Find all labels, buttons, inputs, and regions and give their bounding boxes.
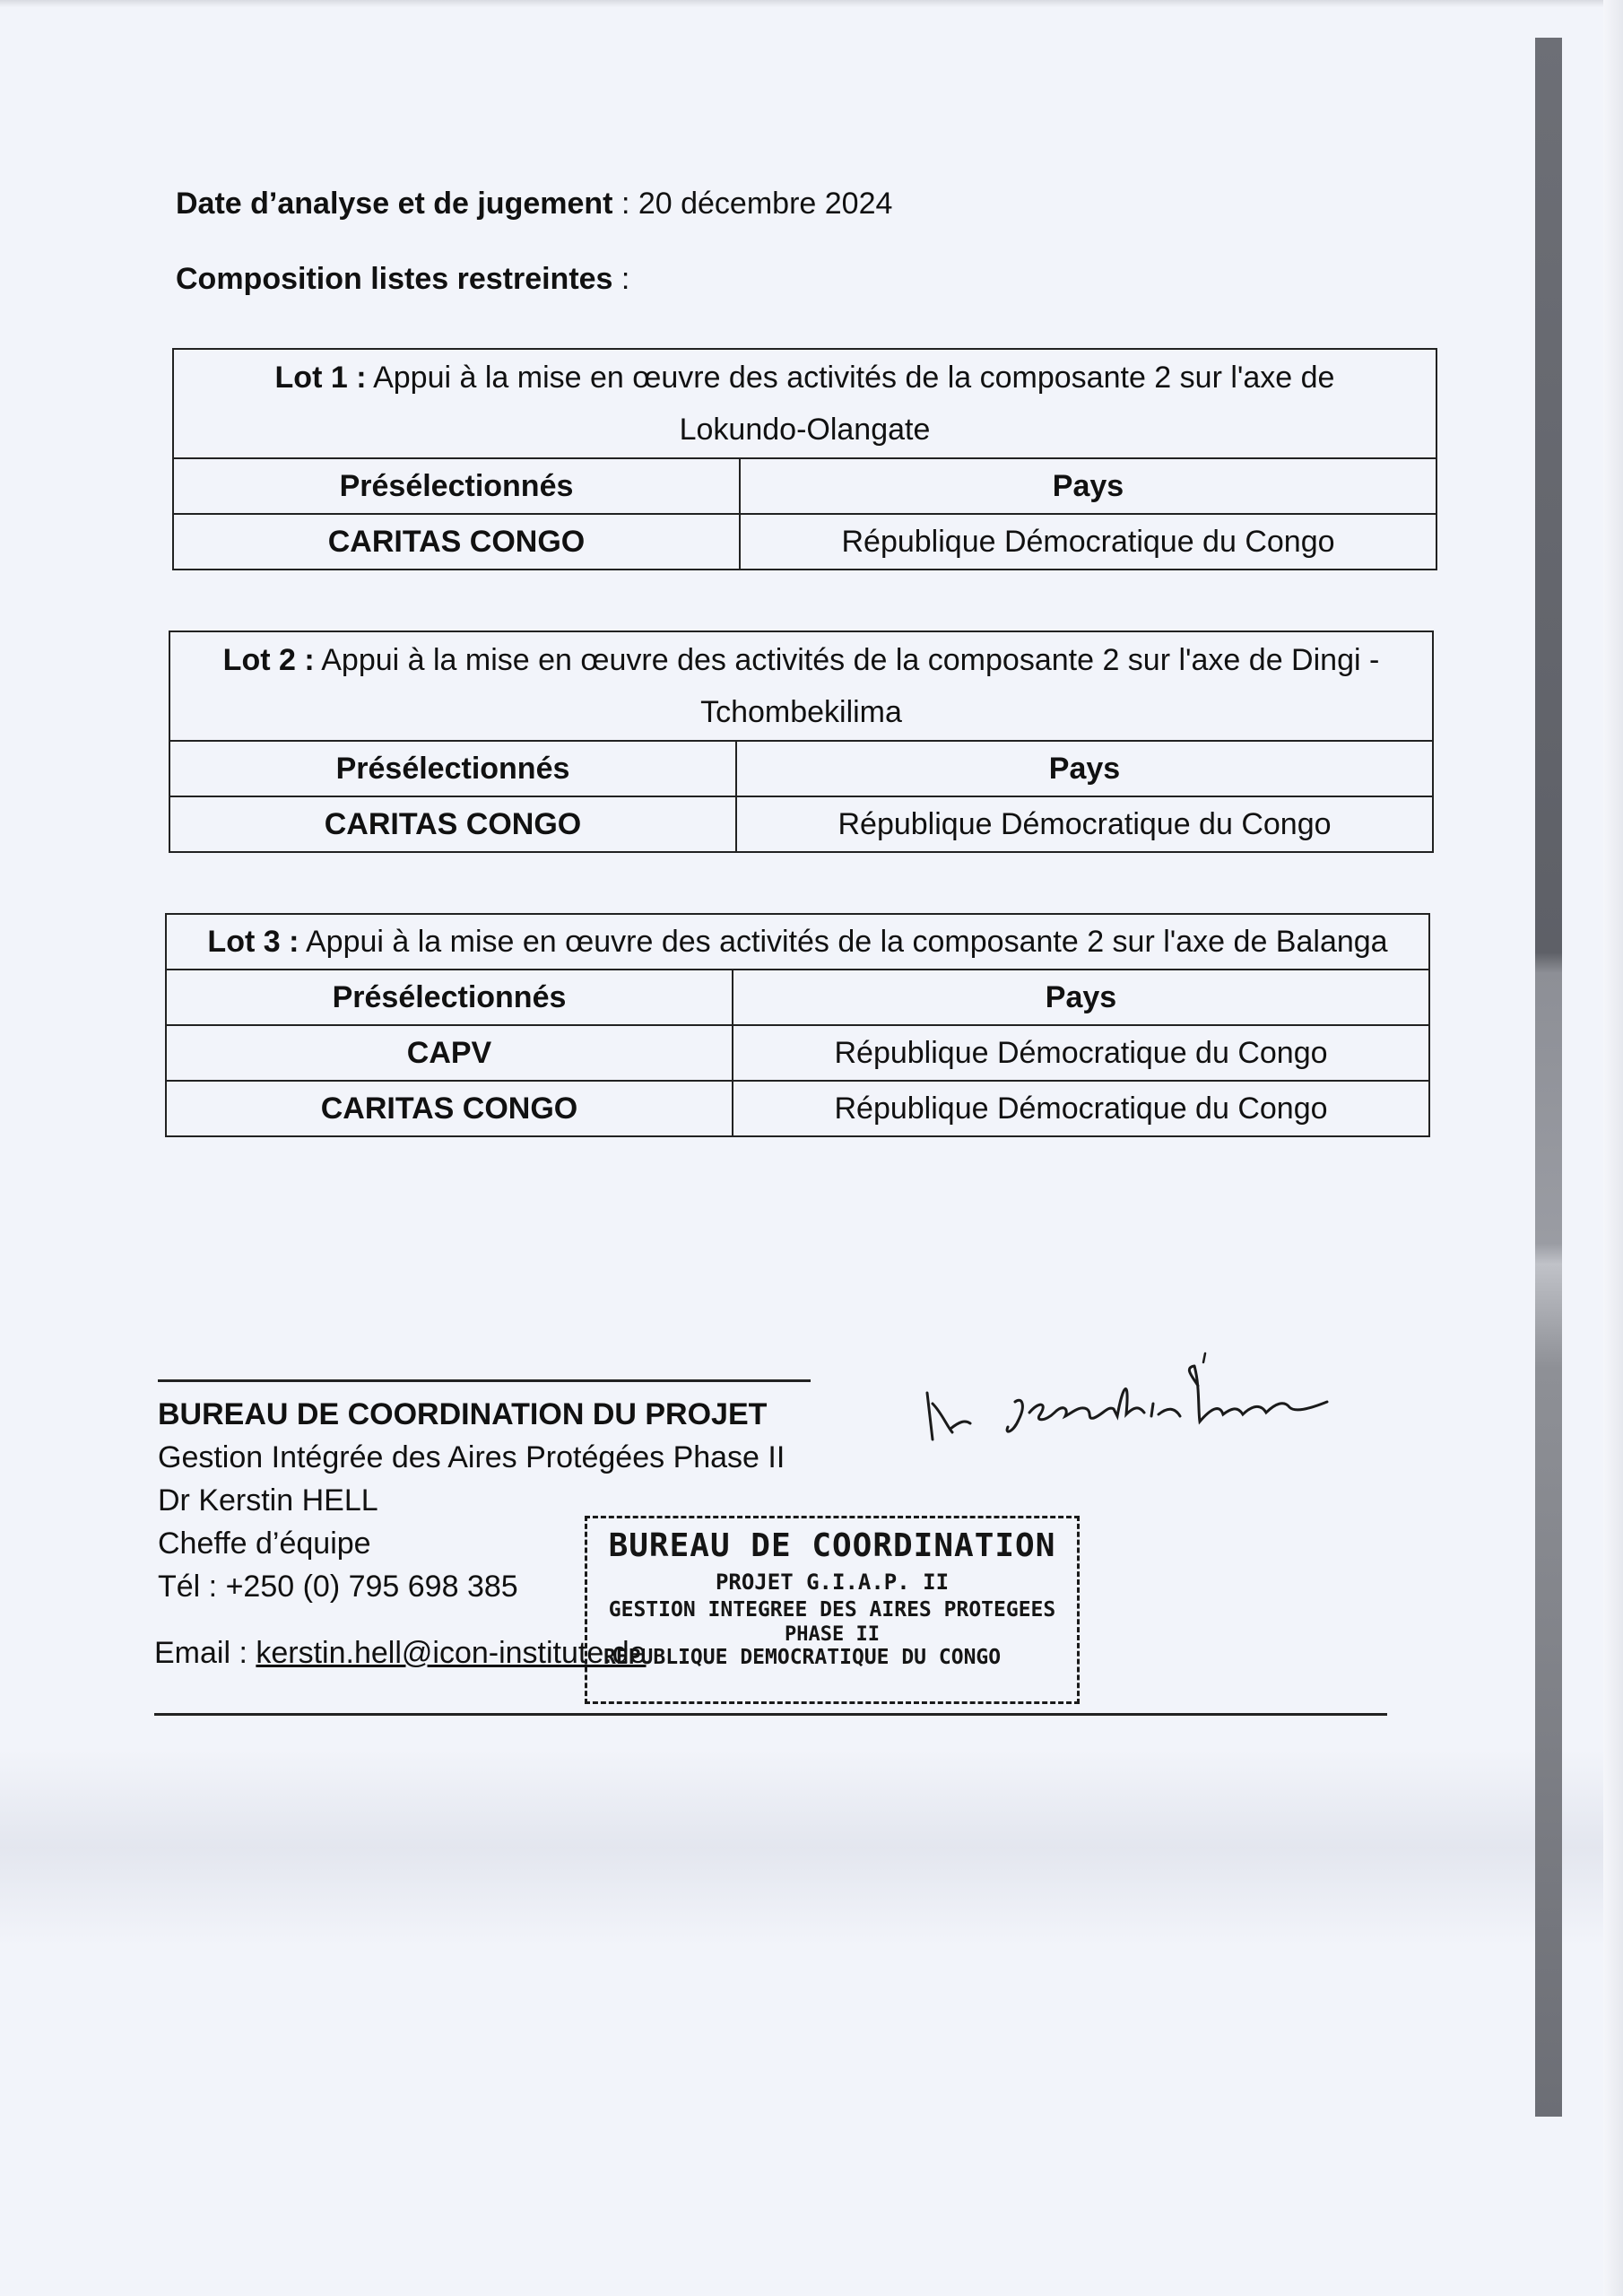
- scan-right-edge: [1603, 0, 1623, 2296]
- stamp-line-1: BUREAU DE COORDINATION: [608, 1527, 1056, 1564]
- lot-3-row-1-org: CAPV: [166, 1025, 733, 1081]
- lot-3-table: [165, 913, 1430, 1137]
- lot-2-row-1-org: CARITAS CONGO: [169, 796, 736, 852]
- stamp-line-5: REPUBLIQUE DEMOCRATIQUE DU CONGO: [603, 1646, 1002, 1669]
- lot-1-col-org: Présélectionnés: [173, 458, 740, 514]
- lot-2-col-country: Pays: [736, 741, 1433, 796]
- analysis-date-line: [176, 187, 892, 222]
- lot-3-row-1-country: République Démocratique du Congo: [733, 1025, 1429, 1081]
- signatory-name: Dr Kerstin HELL: [158, 1483, 378, 1518]
- lot-2-table: [169, 631, 1434, 853]
- table-row: [166, 1081, 1429, 1136]
- table-row: [169, 796, 1433, 852]
- lot-1-description-cont: Lokundo-Olangate: [679, 413, 931, 447]
- lot-2-title: [169, 631, 1433, 741]
- table-row: [166, 1025, 1429, 1081]
- stamp-line-4: PHASE II: [785, 1623, 880, 1646]
- lot-3-title: [166, 914, 1429, 970]
- composition-line: [176, 262, 629, 297]
- scan-shade: [0, 1749, 1623, 1946]
- signatory-role: Cheffe d’équipe: [158, 1526, 371, 1561]
- lot-3-label: Lot 3 :: [207, 924, 299, 959]
- email-line: [154, 1636, 647, 1671]
- signatory-phone: Tél : +250 (0) 795 698 385: [158, 1570, 518, 1604]
- scan-top-edge: [0, 0, 1623, 7]
- handwritten-signature: [915, 1350, 1345, 1448]
- official-stamp: [585, 1516, 1080, 1704]
- lot-2-description-cont: Tchombekilima: [700, 695, 902, 729]
- lot-3-description: Appui à la mise en œuvre des activités de la composante 2 sur l'axe de Balanga: [299, 924, 1388, 959]
- lot-1-description: Appui à la mise en œuvre des activités de la composante 2 sur l'axe de: [366, 361, 1335, 395]
- scan-side-bar: [1535, 38, 1562, 2117]
- office-name: BUREAU DE COORDINATION DU PROJET: [158, 1397, 768, 1431]
- lot-2-description: Appui à la mise en œuvre des activités de la composante 2 sur l'axe de Dingi -: [314, 643, 1380, 677]
- stamp-line-2: PROJET G.I.A.P. II: [715, 1570, 950, 1595]
- table-row: [173, 514, 1436, 570]
- bottom-rule: [154, 1713, 1387, 1716]
- lot-1-row-1-country: République Démocratique du Congo: [740, 514, 1436, 570]
- lot-3-row-2-country: République Démocratique du Congo: [733, 1081, 1429, 1136]
- project-name: Gestion Intégrée des Aires Protégées Phase II: [158, 1440, 785, 1474]
- lot-1-row-1-org: CARITAS CONGO: [173, 514, 740, 570]
- composition-separator: :: [612, 262, 630, 296]
- analysis-date-separator: :: [612, 187, 638, 221]
- lot-3-row-2-org: CARITAS CONGO: [166, 1081, 733, 1136]
- composition-label: Composition listes restreintes: [176, 262, 613, 296]
- signature-block-rule: [158, 1379, 811, 1393]
- lot-1-table: [172, 348, 1437, 570]
- lot-2-col-org: Présélectionnés: [169, 741, 736, 796]
- lot-2-label: Lot 2 :: [222, 643, 315, 677]
- lot-3-col-country: Pays: [733, 970, 1429, 1025]
- lot-1-label: Lot 1 :: [274, 361, 367, 395]
- analysis-date-label: Date d’analyse et de jugement: [176, 187, 613, 221]
- email-label: Email :: [154, 1636, 256, 1670]
- analysis-date-value: 20 décembre 2024: [638, 187, 893, 221]
- lot-1-col-country: Pays: [740, 458, 1436, 514]
- lot-1-title: [173, 349, 1436, 458]
- lot-3-col-org: Présélectionnés: [166, 970, 733, 1025]
- email-link[interactable]: kerstin.hell@icon-institute.de: [256, 1636, 647, 1670]
- lot-2-row-1-country: République Démocratique du Congo: [736, 796, 1433, 852]
- stamp-line-3: GESTION INTEGREE DES AIRES PROTEGEES: [608, 1598, 1056, 1622]
